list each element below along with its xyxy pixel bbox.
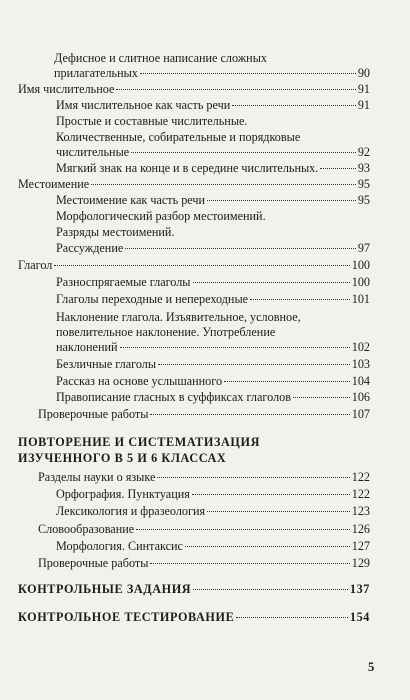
toc-part <box>18 610 370 624</box>
toc-page-number: 127 <box>351 539 370 553</box>
toc-entry-title: Орфография. Пунктуация <box>56 487 190 501</box>
toc-entry <box>56 340 370 354</box>
toc-entry <box>54 66 370 80</box>
toc-leader <box>140 73 356 74</box>
toc-part-heading: ПОВТОРЕНИЕ И СИСТЕМАТИЗАЦИЯ <box>18 435 260 449</box>
toc-entry-title: Глагол <box>18 258 53 272</box>
toc-page-number: 129 <box>351 556 370 570</box>
toc-entry-title: Проверочные работы <box>38 407 149 421</box>
toc-entry-title: числительные <box>56 145 130 159</box>
toc-page-number: 93 <box>357 161 370 175</box>
toc-entry-title: Рассказ на основе услышанного <box>56 374 223 388</box>
toc-entry-title: наклонений <box>56 340 118 354</box>
toc-entry <box>56 357 370 371</box>
toc-page-number: 91 <box>357 82 370 96</box>
toc-leader <box>131 152 356 153</box>
toc-entry <box>56 145 370 159</box>
toc-entry-line: Простые и составные числительные. <box>56 114 248 128</box>
toc-entry <box>38 556 370 570</box>
toc-entry-line: повелительное наклонение. Употребление <box>56 325 276 339</box>
toc-entry-title: Правописание гласных в суффиксах глаголов <box>56 390 291 404</box>
toc-entry-title: Местоимение <box>18 177 90 191</box>
toc-entry-title: Морфология. Синтаксис <box>56 539 183 553</box>
toc-page-number: 102 <box>351 340 370 354</box>
toc-entry <box>38 407 370 421</box>
toc-page-number: 154 <box>349 610 370 624</box>
toc-leader <box>250 299 350 300</box>
toc-page-number: 95 <box>357 177 370 191</box>
toc-entry-title: Рассуждение <box>56 241 124 255</box>
toc-leader <box>207 200 356 201</box>
toc-page-number: 92 <box>357 145 370 159</box>
toc-entry <box>56 374 370 388</box>
toc-section <box>18 82 370 96</box>
toc-entry <box>56 275 370 289</box>
toc-entry-title: прилагательных <box>54 66 138 80</box>
toc-entry-line: Количественные, собирательные и порядковые <box>56 130 301 144</box>
toc-entry-line: Морфологический разбор местоимений. <box>56 209 266 223</box>
toc-leader <box>232 105 356 106</box>
toc-entry <box>56 193 370 207</box>
toc-leader <box>207 511 350 512</box>
toc-entry <box>56 292 370 306</box>
toc-entry-title: Безличные глаголы <box>56 357 157 371</box>
toc-entry <box>56 487 370 501</box>
toc-leader <box>158 364 350 365</box>
toc-page-number: 90 <box>357 66 370 80</box>
toc-page-number: 91 <box>357 98 370 112</box>
toc-page-number: 104 <box>351 374 370 388</box>
toc-entry-title: Имя числительное <box>18 82 115 96</box>
toc-page-number: 126 <box>351 522 370 536</box>
toc-entry <box>56 161 370 175</box>
toc-page-number: 100 <box>351 258 370 272</box>
toc-part-heading: ИЗУЧЕННОГО В 5 И 6 КЛАССАХ <box>18 451 227 465</box>
toc-leader <box>125 248 356 249</box>
toc-leader <box>120 347 350 348</box>
toc-entry-title: Мягкий знак на конце и в середине числительных. <box>56 161 319 175</box>
toc-page-number: 101 <box>351 292 370 306</box>
toc-leader <box>236 617 348 618</box>
toc-entry-line: Наклонение глагола. Изъявительное, условное, <box>56 310 301 324</box>
toc-leader <box>192 494 350 495</box>
toc-leader <box>185 546 350 547</box>
toc-leader <box>150 414 349 415</box>
toc-entry-title: Проверочные работы <box>38 556 149 570</box>
toc-leader <box>193 282 350 283</box>
toc-entry-title: Разделы науки о языке <box>38 470 156 484</box>
toc-page-number: 106 <box>351 390 370 404</box>
toc-leader <box>54 265 349 266</box>
toc-page-number: 103 <box>351 357 370 371</box>
toc-page-number: 97 <box>357 241 370 255</box>
toc-leader <box>320 168 355 169</box>
toc-entry <box>38 470 370 484</box>
page-number: 5 <box>368 660 375 674</box>
toc-leader <box>224 381 350 382</box>
toc-entry-line: Дефисное и слитное написание сложных <box>54 51 267 65</box>
toc-section <box>18 258 370 272</box>
toc-page-number: 137 <box>349 582 370 596</box>
toc-entry <box>56 539 370 553</box>
toc-entry <box>38 522 370 536</box>
toc-page-number: 95 <box>357 193 370 207</box>
toc-leader <box>136 529 350 530</box>
toc-entry-title: Имя числительное как часть речи <box>56 98 231 112</box>
toc-entry-title: Словообразование <box>38 522 135 536</box>
toc-leader <box>150 563 349 564</box>
toc-page-number: 123 <box>351 504 370 518</box>
toc-page-number: 122 <box>351 487 370 501</box>
toc-entry <box>56 390 370 404</box>
toc-page-number: 100 <box>351 275 370 289</box>
toc-section <box>18 177 370 191</box>
toc-entry-title: Глаголы переходные и непереходные <box>56 292 249 306</box>
toc-entry-title: КОНТРОЛЬНОЕ ТЕСТИРОВАНИЕ <box>18 610 235 624</box>
toc-entry <box>56 241 370 255</box>
toc-entry <box>56 504 370 518</box>
toc-leader <box>91 184 356 185</box>
toc-entry <box>56 98 370 112</box>
toc-leader <box>116 89 355 90</box>
toc-leader <box>293 397 350 398</box>
toc-page-number: 107 <box>351 407 370 421</box>
toc-entry-title: Местоимение как часть речи <box>56 193 206 207</box>
toc-leader <box>157 477 349 478</box>
toc-leader <box>193 589 348 590</box>
toc-entry-title: КОНТРОЛЬНЫЕ ЗАДАНИЯ <box>18 582 192 596</box>
toc-page-number: 122 <box>351 470 370 484</box>
toc-entry-line: Разряды местоимений. <box>56 225 175 239</box>
toc-entry-title: Разноспрягаемые глаголы <box>56 275 191 289</box>
toc-entry-title: Лексикология и фразеология <box>56 504 206 518</box>
toc-part <box>18 582 370 596</box>
